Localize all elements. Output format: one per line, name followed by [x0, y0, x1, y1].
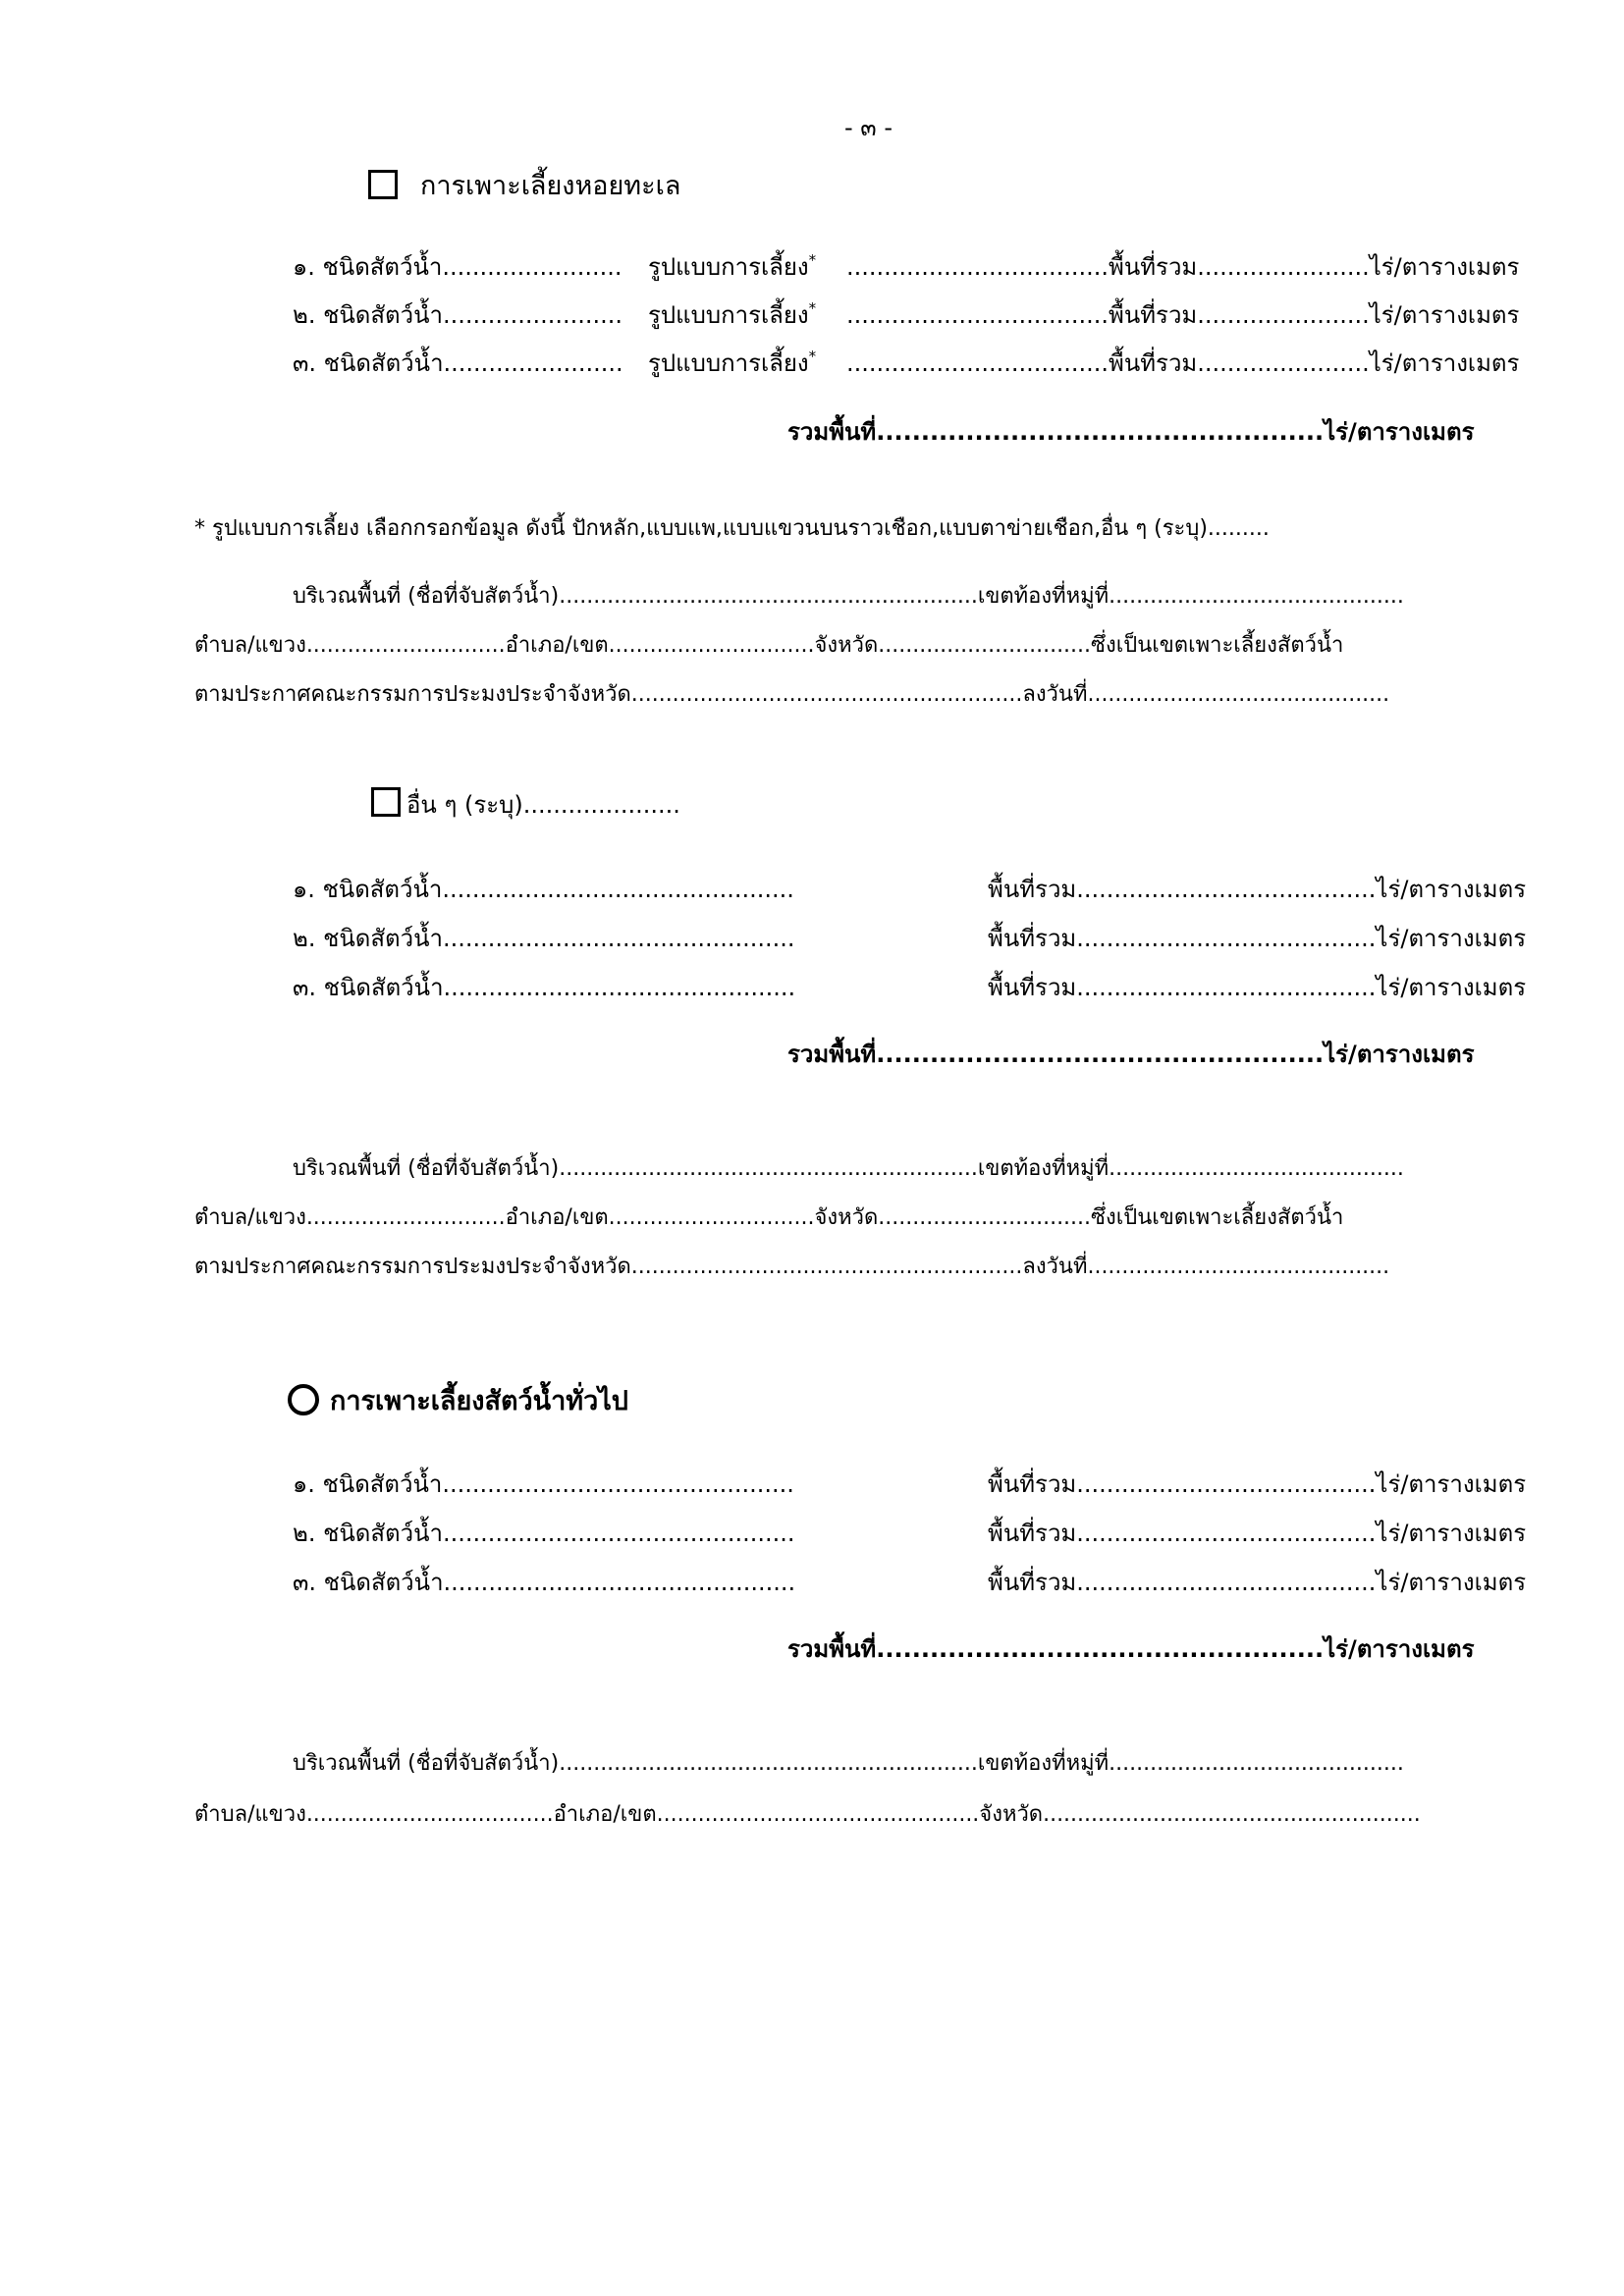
shellfish-row-2-method: [648, 299, 817, 329]
general-total: รวมพื้นที่..................................................ไร่/ตารางเมตร: [787, 1635, 1475, 1663]
general-location-line-1: บริเวณพื้นที่ (ชื่อที่จับสัตว์น้ำ).............................................................เขตท้องที่หมู่ที่...........................................: [293, 1751, 1404, 1776]
shellfish-row-3-method: [648, 347, 817, 377]
shellfish-method-note: * รูปแบบการเลี้ยง เลือกกรอกข้อมูล ดังนี้ ปักหลัก,แบบแพ,แบบแขวนบนราวเชือก,แบบตาข่ายเชือก,อื่น ๆ (ระบุ).........: [194, 516, 1270, 541]
general-row-1-area: พื้นที่รวม........................................ไร่/ตารางเมตร: [988, 1470, 1527, 1498]
other-row-1-species: ๑. ชนิดสัตว์น้ำ...............................................: [293, 876, 794, 903]
shellfish-row-2-species: ๒. ชนิดสัตว์น้ำ........................: [293, 301, 623, 329]
other-location-line-3: ตามประกาศคณะกรรมการประมงประจำจังหวัด.........................................................ลงวันที่............................................: [194, 1255, 1390, 1279]
shellfish-location-line-2: ตำบล/แขวง.............................อำเภอ/เขต..............................จังหวัด...............................ซึ่งเป็นเขตเพาะเลี้ยงสัตว์น้ำ: [194, 633, 1344, 658]
general-title: การเพาะเลี้ยงสัตว์น้ำทั่วไป: [330, 1386, 628, 1416]
other-row-1-area: พื้นที่รวม........................................ไร่/ตารางเมตร: [988, 876, 1527, 903]
shellfish-row-1-species: ๑. ชนิดสัตว์น้ำ........................: [293, 253, 623, 281]
other-title: อื่น ๆ (ระบุ).....................: [406, 791, 680, 819]
general-row-3-species: ๓. ชนิดสัตว์น้ำ...............................................: [293, 1569, 796, 1596]
other-checkbox[interactable]: [371, 787, 401, 817]
other-location-line-1: บริเวณพื้นที่ (ชื่อที่จับสัตว์น้ำ).............................................................เขตท้องที่หมู่ที่...........................................: [293, 1156, 1404, 1181]
other-total: รวมพื้นที่..................................................ไร่/ตารางเมตร: [787, 1041, 1475, 1068]
general-row-2-area: พื้นที่รวม........................................ไร่/ตารางเมตร: [988, 1520, 1527, 1547]
method-label: รูปแบบการเลี้ยง: [648, 301, 809, 329]
shellfish-row-3-species: ๓. ชนิดสัตว์น้ำ........................: [293, 349, 623, 377]
general-row-3-area: พื้นที่รวม........................................ไร่/ตารางเมตร: [988, 1569, 1527, 1596]
general-radio[interactable]: [288, 1384, 319, 1415]
general-row-1-species: ๑. ชนิดสัตว์น้ำ...............................................: [293, 1470, 794, 1498]
other-location-line-2: ตำบล/แขวง.............................อำเภอ/เขต..............................จังหวัด...............................ซึ่งเป็นเขตเพาะเลี้ยงสัตว์น้ำ: [194, 1205, 1344, 1230]
shellfish-row-3-area: ...................................พื้นที่รวม.......................ไร่/ตารางเมตร: [846, 349, 1520, 377]
other-row-2-species: ๒. ชนิดสัตว์น้ำ...............................................: [293, 925, 795, 952]
page-number: - ๓ -: [844, 114, 893, 141]
shellfish-title: การเพาะเลี้ยงหอยทะเล: [420, 171, 681, 201]
method-label: รูปแบบการเลี้ยง: [648, 349, 809, 377]
shellfish-total: รวมพื้นที่..................................................ไร่/ตารางเมตร: [787, 418, 1475, 446]
asterisk-marker: *: [808, 347, 817, 365]
other-row-2-area: พื้นที่รวม........................................ไร่/ตารางเมตร: [988, 925, 1527, 952]
shellfish-location-line-1: บริเวณพื้นที่ (ชื่อที่จับสัตว์น้ำ).............................................................เขตท้องที่หมู่ที่...........................................: [293, 584, 1404, 609]
other-row-3-species: ๓. ชนิดสัตว์น้ำ...............................................: [293, 974, 796, 1001]
asterisk-marker: *: [808, 251, 817, 269]
shellfish-row-1-method: [648, 251, 817, 281]
shellfish-row-1-area: ...................................พื้นที่รวม.......................ไร่/ตารางเมตร: [846, 253, 1520, 281]
asterisk-marker: *: [808, 299, 817, 317]
general-row-2-species: ๒. ชนิดสัตว์น้ำ...............................................: [293, 1520, 795, 1547]
shellfish-location-line-3: ตามประกาศคณะกรรมการประมงประจำจังหวัด.........................................................ลงวันที่............................................: [194, 682, 1390, 707]
other-row-3-area: พื้นที่รวม........................................ไร่/ตารางเมตร: [988, 974, 1527, 1001]
shellfish-row-2-area: ...................................พื้นที่รวม.......................ไร่/ตารางเมตร: [846, 301, 1520, 329]
general-location-line-2: ตำบล/แขวง....................................อำเภอ/เขต...............................................จังหวัด.......................................................: [194, 1802, 1421, 1827]
shellfish-checkbox[interactable]: [368, 170, 398, 199]
method-label: รูปแบบการเลี้ยง: [648, 253, 809, 281]
